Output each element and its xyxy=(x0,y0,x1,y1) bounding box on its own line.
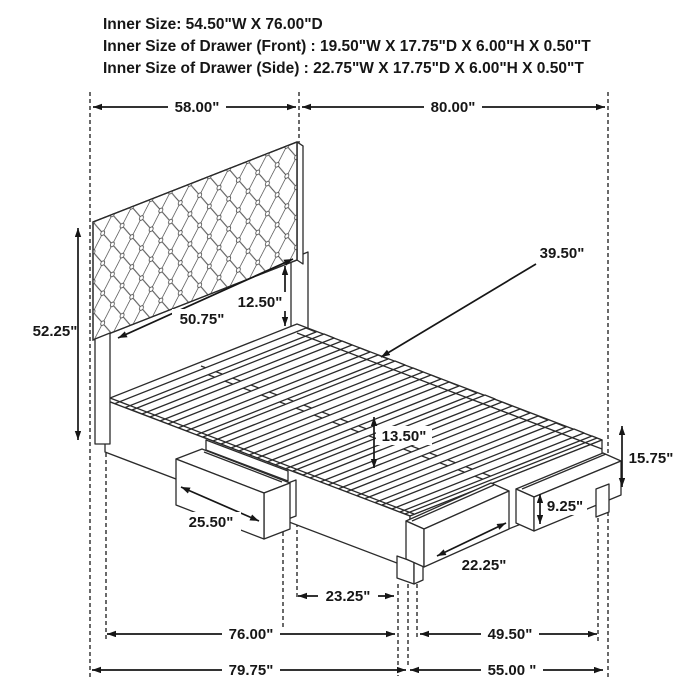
side-drawer-end xyxy=(264,483,290,539)
dim-overall-length-top-label: 80.00" xyxy=(430,99,476,116)
dim-underbed-clearance-label: 13.50" xyxy=(381,428,427,445)
headboard-leg-left xyxy=(95,333,110,444)
dim-headboard-panel-width-label: 50.75" xyxy=(179,311,225,328)
dim-foot-inner-width xyxy=(420,625,597,643)
dim-leg-offset-label: 23.25" xyxy=(325,588,371,605)
foot-leg-right xyxy=(596,484,609,517)
drawer-side-size-text: Inner Size of Drawer (Side) : 22.75"W X 17.75"D X 6.00"H X 0.50"T xyxy=(103,60,584,77)
dim-drawer-front-height-label: 9.25" xyxy=(546,498,584,515)
dim-slat-length-label: 39.50" xyxy=(539,245,585,262)
dim-headboard-width xyxy=(93,98,296,116)
headboard-side-edge xyxy=(297,142,303,264)
front-drawer-right-end xyxy=(516,489,534,531)
title-block xyxy=(103,16,591,77)
dim-inner-length xyxy=(107,625,395,643)
drawer-front-size-text: Inner Size of Drawer (Front) : 19.50"W X 17.75"D X 6.00"H X 0.50"T xyxy=(103,38,591,55)
dim-overall-width xyxy=(410,661,603,679)
dim-headboard-height xyxy=(33,228,78,440)
dim-side-drawer-width-label: 25.50" xyxy=(188,514,234,531)
front-drawer-left-end xyxy=(406,521,424,567)
dim-frame-height-label: 15.75" xyxy=(628,450,674,467)
dim-overall-length-top xyxy=(302,98,605,116)
inner-size-text: Inner Size: 54.50"W X 76.00"D xyxy=(103,16,323,33)
dim-leg-offset xyxy=(298,587,394,605)
dim-frame-height xyxy=(622,426,673,487)
bed-drawing xyxy=(93,142,621,584)
dim-overall-length xyxy=(92,661,406,679)
bed-frame xyxy=(105,324,602,568)
dim-slat-length xyxy=(381,245,584,357)
dim-headboard-height-label: 52.25" xyxy=(32,323,78,340)
dim-overall-length-label: 79.75" xyxy=(228,662,274,679)
dim-foot-inner-width-label: 49.50" xyxy=(487,626,533,643)
dim-overall-width-label: 55.00 " xyxy=(487,662,537,679)
dim-headboard-slat-gap-label: 12.50" xyxy=(237,294,283,311)
dim-headboard-width-label: 58.00" xyxy=(174,99,220,116)
dim-inner-length-label: 76.00" xyxy=(228,626,274,643)
dim-front-drawer-width-label: 22.25" xyxy=(461,557,507,574)
